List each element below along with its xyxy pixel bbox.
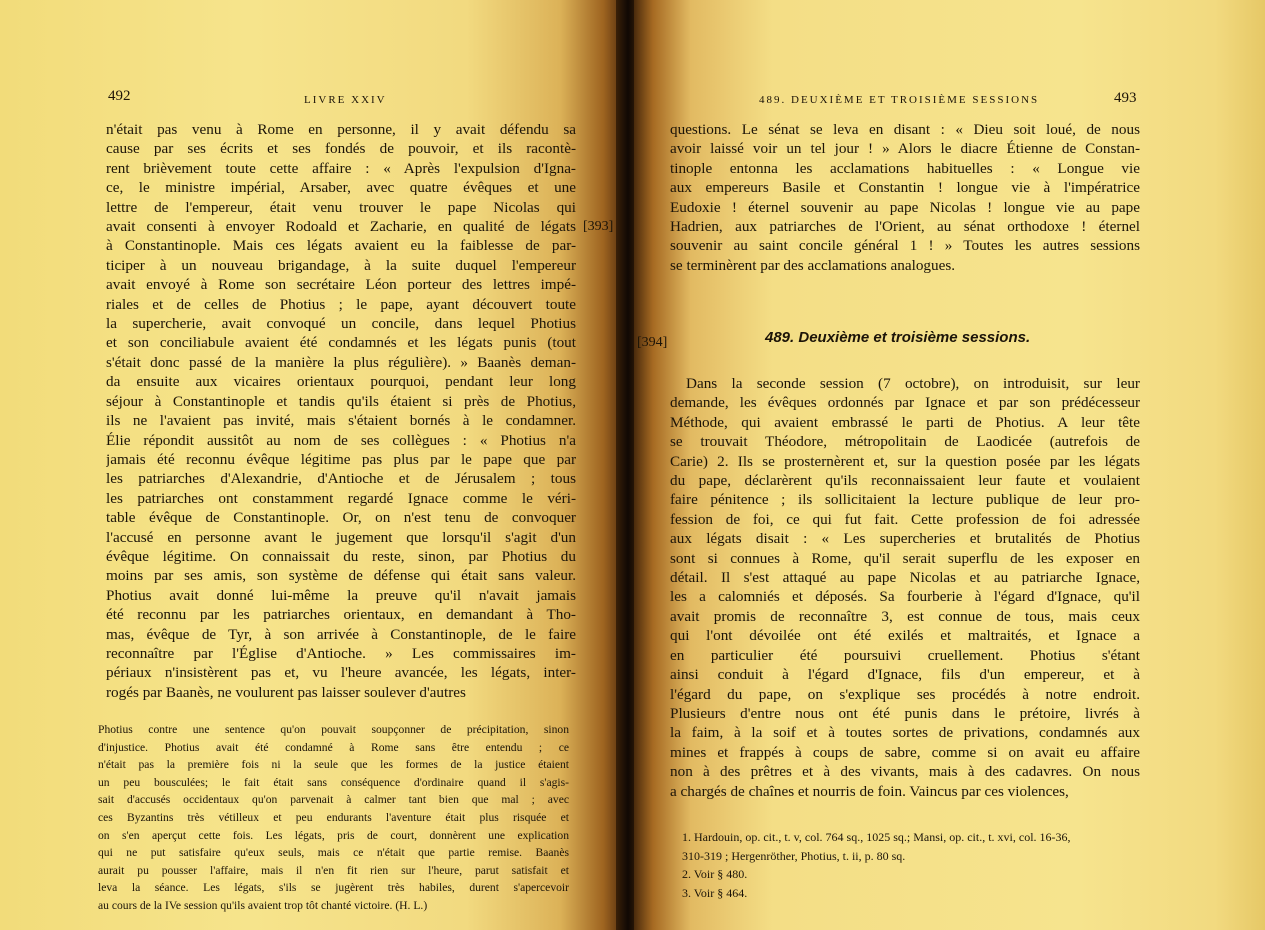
text-line: d'injustice. Photius avait été condamné à Rome sans être entendu ; ce [98,740,569,754]
text-line: au cours de la IVe session qu'ils avaient trop tôt chanté victoire. (H. L.) [98,898,428,912]
text-line: leva la séance. Les légats, s'ils se jugèrent très habiles, durent s'apercevoir [98,881,569,895]
text-line: périaux n'insistèrent pas et, vu l'heure avancée, les légats, inter- [106,664,576,682]
text-line: les patriarches d'Alexandrie, d'Antioche et de Jérusalem ; tous [106,470,576,488]
left-body-text [106,120,576,702]
text-line: ces Byzantins très vétilleux et peu endurants l'aventure était plus risquée et [98,810,569,824]
text-line: ticiper à un nouveau brigandage, à la suite duquel l'empereur [106,256,576,274]
text-line: mines et frappés à coups de sabre, comme si on avait eu affaire [670,743,1140,761]
text-line: du pape, déclarèrent qu'ils reconnaissaient leur faute et voulaient [670,472,1140,490]
right-top-text [670,120,1140,275]
text-line: Hadrien, aux patriarches de l'Orient, au sénat orthodoxe ! éternel [670,218,1140,236]
text-line: aux empereurs Basile et Constantin ! longue vie à l'impératrice [670,179,1140,197]
text-line: on s'en aperçut cette fois. Les légats, pris de court, donnèrent une explication [98,828,569,842]
text-line: riales et de celles de Photius ; le pape, ayant découvert toute [106,295,576,313]
text-line: rogés par Baanès, ne voulurent pas laisser soulever d'autres [106,683,466,701]
right-page [634,0,1265,930]
text-line: Photius contre une sentence qu'on pouvait soupçonner de précipitation, sinon [98,723,569,736]
text-line: Élie répondit aussitôt au nom de ses collègues : « Photius n'a [106,431,576,449]
text-line: faire pénitence ; ils sollicitaient la lecture publique de leur pro- [670,491,1140,509]
text-line: en particulier été poursuivi cruellement. Photius s'étant [670,646,1140,664]
text-line: et son conciliabule avaient été condamnés et les légats punis (tout [106,334,576,352]
text-line: Eudoxie ! éternel souvenir au pape Nicolas ! longue vie au pape [670,198,1140,216]
section-title: 489. Deuxième et troisième sessions. [765,329,1031,346]
text-line: aurait pu pousser l'affaire, mais il n'en fit rien sur l'heure, parut satisfait et [98,863,569,877]
text-line: sait d'accusés occidentaux qu'on parvenait à calmer tant bien que mal ; avec [98,793,569,807]
text-line: Dans la seconde session (7 octobre), on introduisit, sur leur [686,375,1140,392]
left-margin-marker: [393] [583,219,614,234]
text-line: n'était pas la première fois ni la seule que les formes de la justice étaient [98,758,569,772]
text-line: à Constantinople. Mais ces légats avaient eu la faiblesse de par- [106,237,576,255]
text-line: été reconnu par les patriarches orientaux, en demandant à Tho- [106,606,576,624]
text-line: jamais été reconnu évêque légitime pas plus par le pape que par [106,450,576,468]
text-line: ils ne l'avaient pas invité, mais s'étaient bornés à le condamner. [106,412,576,430]
text-line: s'était donc passé de la manière la plus régulière). » Baanès deman- [106,353,576,371]
text-line: rent brièvement toute cette affaire : « Après l'expulsion d'Igna- [106,159,576,177]
text-line: table évêque de Constantinople. Or, on n'est tenu de convoquer [106,509,576,527]
text-line: fession de foi, ce qui fut fait. Cette profession de foi adressée [670,510,1140,528]
text-line: moins par ses amis, son système de défense qui était sans valeur. [106,567,576,585]
text-line: souvenir au saint concile général 1 ! » Toutes les autres sessions [670,237,1140,255]
text-line: un peu bousculées; le fait était sans conséquence d'ordinaire quand il s'agis- [98,775,569,789]
text-line: se terminèrent par des acclamations analogues. [670,256,956,274]
text-line: tinople entonna les acclamations habituelles : « Longue vie [670,159,1140,177]
text-line: qui ne put satisfaire qu'eux seuls, mais ce n'était que partie remise. Baanès [98,846,569,860]
text-line: a chargés de chaînes et nourris de foin. Vaincus par ces violences, [670,782,1069,800]
text-line: sont si connues à Rome, qu'il serait superflu de les exposer en [670,549,1140,567]
text-line: n'était pas venu à Rome en personne, il y avait défendu sa [106,121,576,138]
text-line: cause par ses écrits et ses fondés de pouvoir, et ils racontè- [106,140,576,158]
right-margin-marker: [394] [637,335,668,350]
text-line: questions. Le sénat se leva en disant : « Dieu soit loué, de nous [670,121,1140,138]
text-line: la faim, à la soif et à toutes sortes de privations, condamnés aux [670,724,1140,742]
text-line: la supercherie, avait convoqué un concile, dans lequel Photius [106,315,576,333]
text-line: évêque légitime. On connaissait du reste, sinon, par Photius du [106,547,576,565]
right-notes [682,828,1142,902]
left-page [0,0,622,930]
text-line: se trouvait Théodore, métropolitain de Laodicée (autrefois de [670,433,1140,451]
footnote-line: 1. Hardouin, op. cit., t. v, col. 764 sq., 1025 sq.; Mansi, op. cit., t. xvi, col. 16-36, [682,830,1071,844]
text-line: les a calomniés et déposés. Sa fourberie à l'égard d'Ignace, qu'il [670,588,1140,606]
text-line: da ensuite aux vicaires orientaux pourquoi, pendant leur long [106,373,576,391]
footnote-line: 2. Voir § 480. [682,867,748,882]
text-line: ainsi conduit à l'égard d'Ignace, fils d'un empereur, et à [670,666,1140,684]
text-line: séjour à Constantinople et tandis qu'ils étaient si près de Photius, [106,392,576,410]
left-footnote-text [98,721,569,915]
text-line: avait envoyé à Rome son secrétaire Léon porteur des lettres impé- [106,276,576,294]
text-line: avait promis de reconnaître 3, est connue de tous, mais ceux [670,607,1140,625]
text-line: lettre de l'empereur, était venu trouver le pape Nicolas qui [106,198,576,216]
right-body-text [670,374,1140,801]
text-line: Photius avait donné lui-même la preuve qu'il n'avait jamais [106,586,576,604]
footnote-line: 310-319 ; Hergenröther, Photius, t. ii, p. 80 sq. [682,848,906,863]
text-line: qui l'ont dévoilée ont été exilés et maltraités, et Ignace a [670,627,1140,645]
left-page-number: 492 [108,88,131,104]
footnote-line: 3. Voir § 464. [682,885,748,900]
text-line: l'accusé en personne avant le jugement que lorsqu'il s'agit d'un [106,528,576,546]
text-line: l'égard du pape, on s'explique ses procédés à notre endroit. [670,685,1140,703]
text-line: ce, le ministre impérial, Arsaber, avec quatre évêques et une [106,179,576,197]
text-line: aux légats disait : « Les supercheries et brutalités de Photius [670,530,1140,548]
text-line: Plusieurs d'entre nous ont été punis dans le prétoire, livrés à [670,704,1140,722]
text-line: avait consenti à envoyer Rodoald et Zacharie, en qualité de légats [106,218,576,236]
text-line: Carie) 2. Ils se prosternèrent et, sur la question posée par les légats [670,452,1140,470]
text-line: détail. Il s'est attaqué au pape Nicolas et au patriarche Ignace, [670,569,1140,587]
right-page-number: 493 [1114,90,1137,106]
text-line: avoir laissé voir un tel jour ! » Alors le diacre Étienne de Constan- [670,140,1140,158]
text-line: Méthode, qui avaient embrassé le parti de Photius. A leur tête [670,413,1140,431]
text-line: reconnaître par l'Église d'Antioche. » Les commissaires im- [106,644,576,662]
text-line: non à des prêtres et à des vivants, mais à des cadavres. On nous [670,763,1140,781]
text-line: demande, les évêques ordonnés par Ignace et par son prédécesseur [670,394,1140,412]
text-line: les patriarches ont constamment regardé Ignace comme le véri- [106,489,576,507]
text-line: mas, évêque de Tyr, à son arrivée à Constantinople, de le faire [106,625,576,643]
left-running-head: LIVRE XXIV [304,94,387,106]
right-running-head: 489. DEUXIÈME ET TROISIÈME SESSIONS [759,94,1040,106]
